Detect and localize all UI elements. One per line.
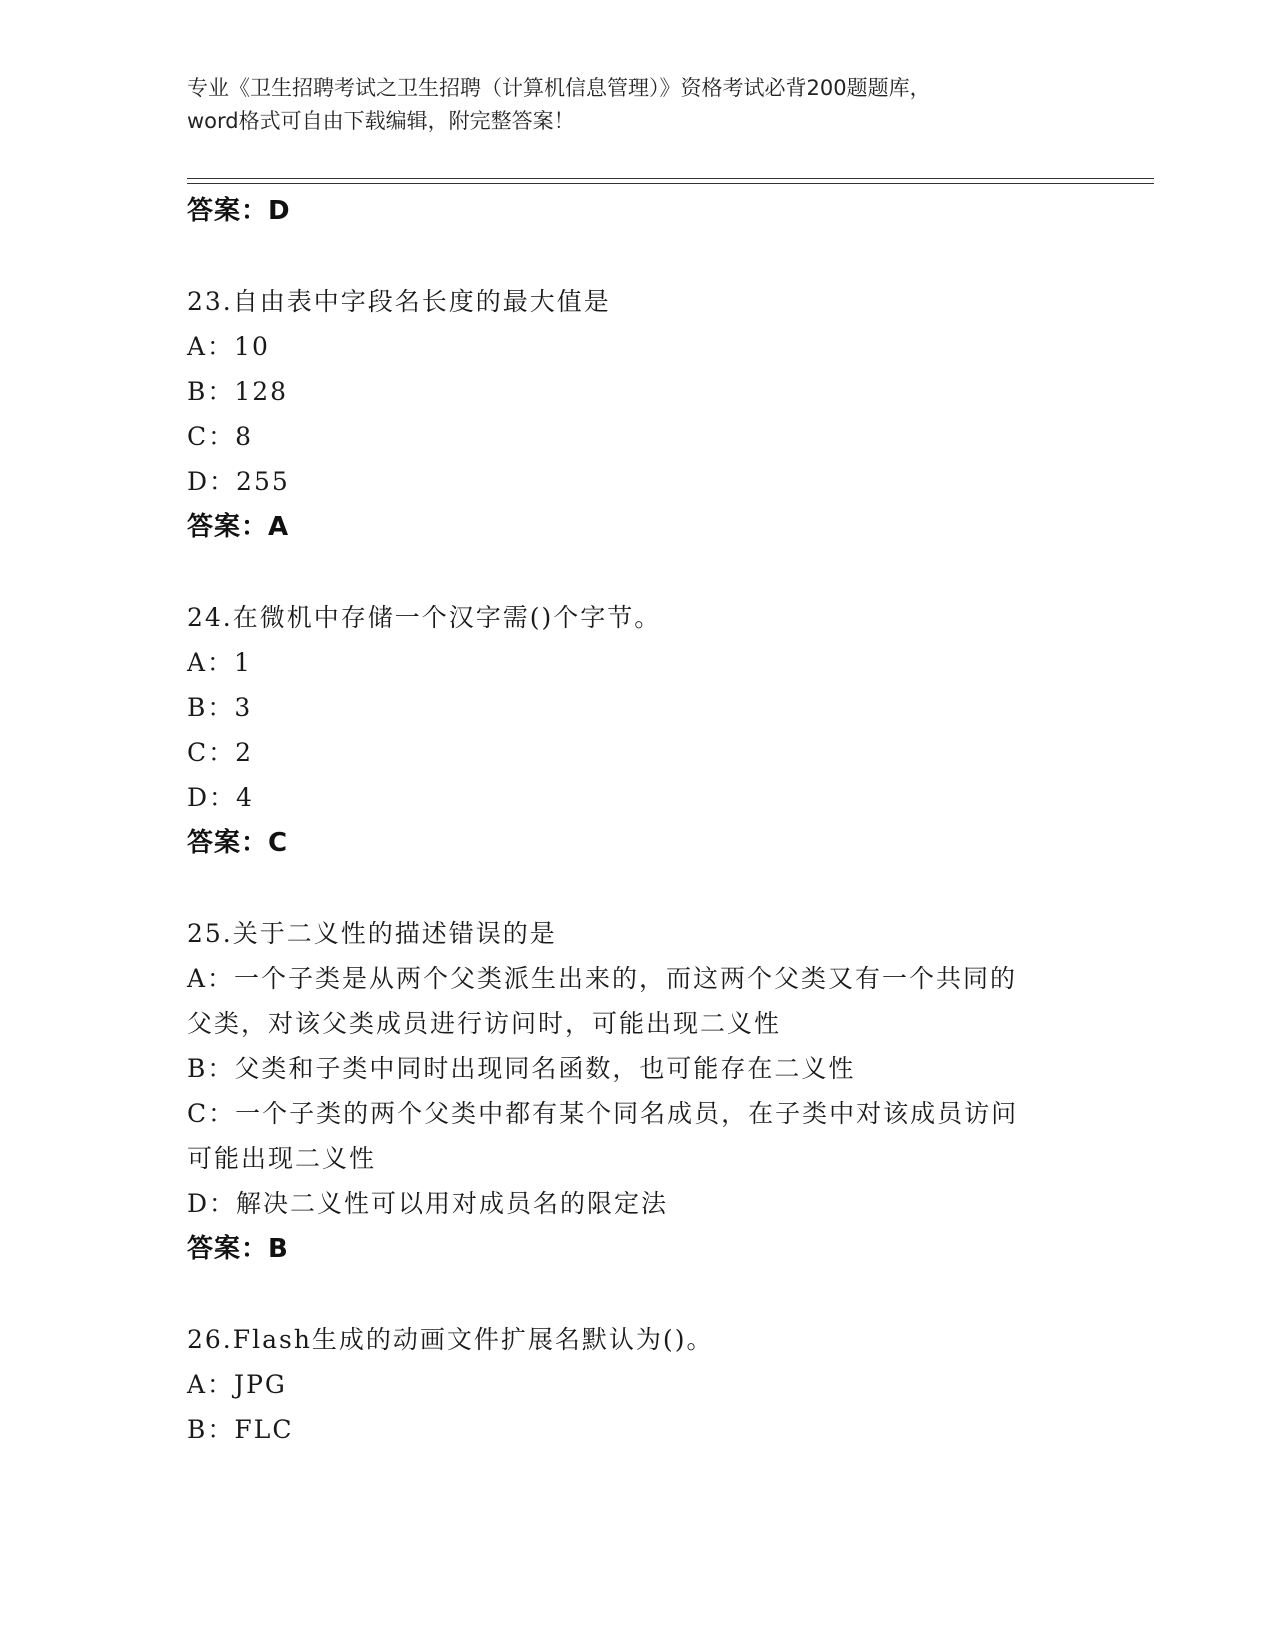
option-c-continued: 可能出现二义性 — [187, 1144, 377, 1173]
option-a: A：10 — [187, 332, 270, 361]
question-text: 24.在微机中存储一个汉字需()个字节。 — [187, 603, 662, 632]
answer-line — [187, 504, 1127, 550]
option-a-continued: 父类，对该父类成员进行访问时，可能出现二义性 — [187, 1009, 782, 1038]
answer-line — [187, 1226, 1127, 1272]
question-26 — [187, 1317, 1127, 1452]
option-b: B：FLC — [187, 1415, 294, 1444]
answer-value: D — [268, 196, 291, 226]
answer-label: 答案： — [187, 196, 269, 226]
answer-label: 答案： — [187, 828, 269, 858]
option-c: C：2 — [187, 738, 254, 767]
question-text: 25.关于二义性的描述错误的是 — [187, 919, 557, 948]
answer-value: C — [268, 828, 289, 858]
option-a: A：JPG — [187, 1370, 287, 1399]
option-c: C：一个子类的两个父类中都有某个同名成员，在子类中对该成员访问 — [187, 1099, 1019, 1128]
option-c: C：8 — [187, 422, 254, 451]
question-24 — [187, 595, 1127, 866]
option-d: D：255 — [187, 467, 290, 496]
answer-label: 答案： — [187, 1234, 269, 1264]
option-b: B：128 — [187, 377, 289, 406]
question-25 — [187, 911, 1127, 1272]
header-line-1: 专业《卫生招聘考试之卫生招聘（计算机信息管理）》资格考试必背200题题库， — [187, 76, 931, 100]
question-23 — [187, 279, 1127, 550]
option-b: B：父类和子类中同时出现同名函数，也可能存在二义性 — [187, 1054, 856, 1083]
answer-value: B — [268, 1234, 289, 1264]
answer-line — [187, 820, 1127, 866]
option-d: D：4 — [187, 783, 254, 812]
answer-value: A — [268, 512, 290, 542]
answer-label: 答案： — [187, 512, 269, 542]
option-b: B：3 — [187, 693, 253, 722]
question-text: 26.Flash生成的动画文件扩展名默认为()。 — [187, 1325, 714, 1354]
document-header — [187, 72, 1087, 138]
option-d: D：解决二义性可以用对成员名的限定法 — [187, 1189, 669, 1218]
option-a: A：1 — [187, 648, 252, 677]
header-divider-top — [187, 178, 1154, 179]
header-divider-bottom — [187, 183, 1154, 184]
question-text: 23.自由表中字段名长度的最大值是 — [187, 287, 611, 316]
option-a: A：一个子类是从两个父类派生出来的，而这两个父类又有一个共同的 — [187, 964, 1018, 993]
question-list — [187, 188, 1127, 1452]
answer-line — [187, 188, 1127, 234]
header-line-2: word格式可自由下载编辑，附完整答案！ — [187, 109, 575, 133]
